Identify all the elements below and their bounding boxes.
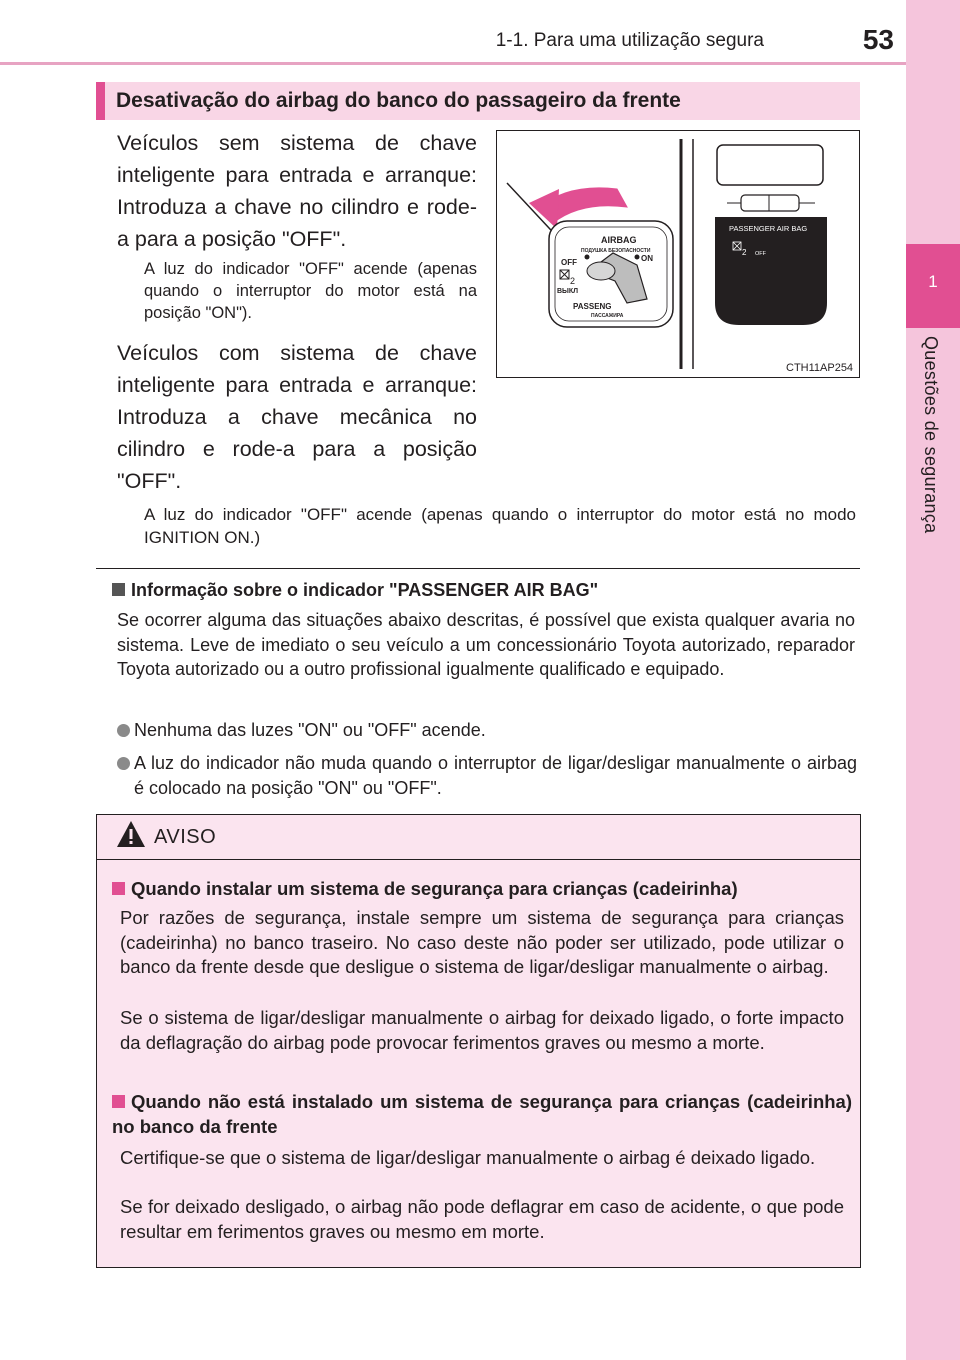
svg-text:2: 2 [742,248,747,257]
square-bullet-icon [112,882,125,895]
note-no-smart-key: A luz do indicador "OFF" acende (apenas quando o interruptor do motor está na posição "ON"). [144,260,477,322]
header-rule [0,62,906,65]
info-bullet: Nenhuma das luzes "ON" ou "OFF" acende. [117,718,857,743]
switch-top-label: AIRBAG [601,235,637,245]
info-bullet: A luz do indicador não muda quando o interruptor de ligar/desligar manualmente o airbag é colocado na posição "ON" ou "OFF". [117,751,857,800]
switch-off-label: OFF [561,258,577,267]
warning-title: AVISO [154,826,217,848]
warning-item-heading: Quando instalar um sistema de segurança para crianças (cadeirinha) [112,876,852,901]
square-bullet-icon [112,1095,125,1108]
airbag-switch-figure [496,130,860,378]
panel-off-label: OFF [755,251,766,257]
panel-label: PASSENGER AIR BAG [729,224,808,233]
round-bullet-icon [117,757,130,770]
svg-text:2: 2 [570,276,576,286]
figure-code: CTH11AP254 [786,362,854,374]
switch-on-label: ON [641,254,653,263]
instruction-smart-key: Veículos com sistema de chave inteligente para entrada e arranque: Introduza a chave mecânica no cilindro e rode-a para a posição "OFF". [117,341,477,493]
info-heading: Informação sobre o indicador "PASSENGER AIR BAG" [112,580,598,601]
warning-item-paragraph: Por razões de segurança, instale sempre um sistema de segurança para crianças (cadeirinha) no banco traseiro. No caso deste não poder ser utilizado, pode utilizar o banco da frente desde que desligue o sistema de ligar/desligar manualmente o airbag. [120,907,844,977]
running-header: 1-1. Para uma utilização segura [495,30,764,51]
switch-top-sublabel: ПОДУШКА БЕЗОПАСНОСТИ [581,248,651,254]
switch-bottom-label: PASSENG [573,302,612,311]
section-title: Desativação do airbag do banco do passageiro da frente [116,89,681,112]
airbag-switch-illustration [497,131,859,377]
warning-item-paragraph: Se o sistema de ligar/desligar manualmente o airbag for deixado ligado, o forte impacto da deflagração do airbag pode provocar ferimentos graves ou mesmo a morte. [120,1007,844,1053]
section-divider [96,568,860,569]
warning-item-heading: Quando não está instalado um sistema de segurança para crianças (cadeirinha) no banco da frente [112,1091,852,1137]
warning-item-paragraph: Se for deixado desligado, o airbag não pode deflagrar em caso de acidente, o que pode resultar em ferimentos graves ou mesmo em morte. [120,1196,844,1242]
section-title-accent [96,82,105,120]
switch-bottom-sublabel: ПАССАЖИРА [591,313,624,319]
chapter-number: 1 [928,272,938,291]
info-body: Se ocorrer alguma das situações abaixo descritas, é possível que exista qualquer avaria no sistema. Leve de imediato o seu veículo a um concessionário Toyota autorizado, reparador Toyota autorizado ou a outro profissional igualmente qualificado e equipado. [117,610,855,679]
round-bullet-icon [117,724,130,737]
chapter-tab-strip [906,0,960,1360]
switch-off-ru-label: ВЫКЛ [557,288,579,295]
warning-triangle-icon [116,820,146,848]
warning-item-paragraph: Certifique-se que o sistema de ligar/desligar manualmente o airbag é deixado ligado. [120,1147,816,1168]
chapter-title: Questões de segurança [921,336,941,534]
page-number: 53 [862,24,894,55]
square-bullet-icon [112,583,125,596]
note-smart-key: A luz do indicador "OFF" acende (apenas quando o interruptor do motor está no modo IGNITION ON.) [144,505,856,547]
instruction-no-smart-key: Veículos sem sistema de chave inteligente para entrada e arranque: Introduza a chave no cilindro e rode-a para a posição "OFF". [117,131,477,251]
